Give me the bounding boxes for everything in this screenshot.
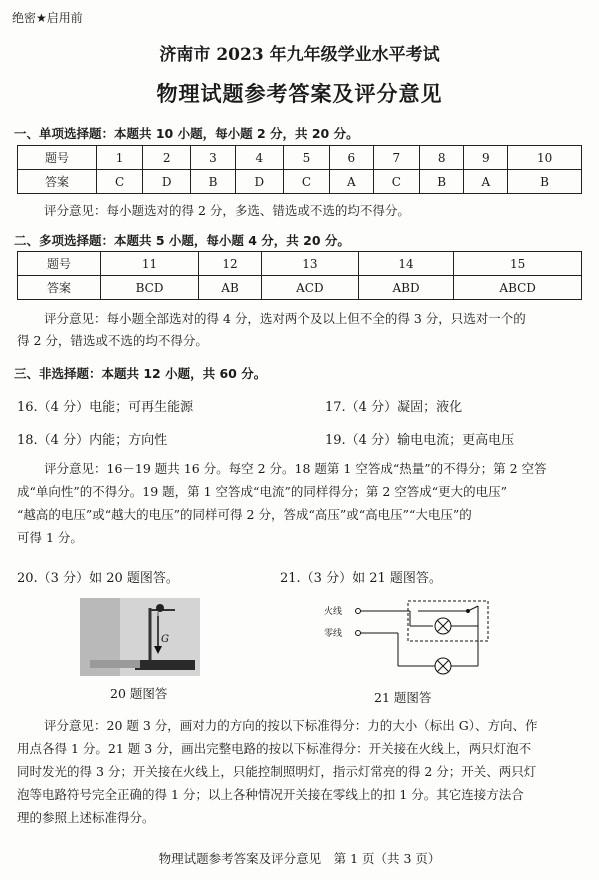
table-cell: ABCD [454, 276, 582, 300]
table-cell: B [419, 170, 464, 194]
table-cell: 5 [283, 146, 329, 170]
table-cell: 9 [464, 146, 508, 170]
scoring-note-16-19-line4: 可得 1 分。 [17, 530, 83, 545]
table-cell: C [97, 170, 143, 194]
table-cell: 12 [199, 252, 262, 276]
table-cell: AB [199, 276, 262, 300]
answer-q20: 20.（3 分）如 20 题图答。 [17, 571, 179, 586]
neutral-wire-label: 零线 [324, 629, 343, 639]
table-cell: ACD [261, 276, 358, 300]
section1-heading: 一、单项选择题：本题共 10 小题，每小题 2 分，共 20 分。 [14, 126, 359, 141]
section1-scoring-note: 评分意见：每小题选对的得 2 分，多选、错选或不选的均不得分。 [44, 203, 410, 218]
table-cell: 8 [419, 146, 464, 170]
figure-21-circuit [318, 596, 498, 686]
table-cell: 答案 [18, 170, 97, 194]
table-cell: 14 [358, 252, 454, 276]
table-cell: C [373, 170, 419, 194]
table-cell: 7 [373, 146, 419, 170]
page-footer: 物理试题参考答案及评分意见 第 1 页（共 3 页） [158, 851, 441, 866]
table-cell: 1 [97, 146, 143, 170]
figure-21-caption: 21 题图答 [374, 690, 432, 705]
scoring-note-20-21-line3: 同时发光的得 3 分；开关接在火线上，只能控制照明灯，指示灯常亮的得 2 分；开关、两只灯 [17, 764, 537, 779]
table-cell: D [235, 170, 283, 194]
table-cell: 2 [143, 146, 191, 170]
live-wire-label: 火线 [324, 607, 343, 617]
confidential-label: 绝密★启用前 [12, 11, 83, 25]
section3-heading: 三、非选择题：本题共 12 小题，共 60 分。 [14, 366, 267, 381]
table-cell: A [464, 170, 508, 194]
answer-q19: 19.（4 分）输电电流；更高电压 [325, 433, 515, 448]
table-cell: D [143, 170, 191, 194]
section1-answer-table [17, 145, 582, 194]
table-cell: 10 [508, 146, 582, 170]
figure-20-caption: 20 题图答 [110, 686, 168, 701]
table-row [18, 252, 582, 276]
table-cell: 15 [454, 252, 582, 276]
scoring-note-16-19-line1: 评分意见：16－19 题共 16 分。每空 2 分。18 题第 1 空答成“热量”的不得分；第 2 空答 [44, 461, 547, 476]
figure-20-photo [80, 598, 200, 676]
table-row [18, 146, 582, 170]
table-cell: 4 [235, 146, 283, 170]
section2-heading: 二、多项选择题：本题共 5 小题，每小题 4 分，共 20 分。 [14, 233, 350, 248]
table-row [18, 170, 582, 194]
table-cell: A [329, 170, 373, 194]
section2-scoring-note-line1: 评分意见：每小题全部选对的得 4 分，选对两个及以上但不全的得 3 分，只选对一个的 [44, 311, 526, 326]
exam-title: 济南市 2023 年九年级学业水平考试 [159, 45, 440, 65]
table-cell: 答案 [18, 276, 101, 300]
scoring-note-16-19-line3: “越高的电压”或“越大的电压”的同样可得 2 分，答成“高压”或“高电压”“大电压”的 [17, 507, 472, 522]
section2-scoring-note-line2: 得 2 分，错选或不选的均不得分。 [17, 333, 208, 348]
table-cell: 6 [329, 146, 373, 170]
section2-answer-table [17, 251, 582, 300]
scoring-note-20-21-line1: 评分意见：20 题 3 分，画对力的方向的按以下标准得分：力的大小（标出 G）、方向、作 [44, 718, 538, 733]
answer-q16: 16.（4 分）电能；可再生能源 [17, 400, 194, 415]
table-cell: B [191, 170, 236, 194]
table-cell: ABD [358, 276, 454, 300]
answer-q17: 17.（4 分）凝固；液化 [325, 400, 463, 415]
table-cell: B [508, 170, 582, 194]
table-cell: 题号 [18, 146, 97, 170]
table-cell: 11 [101, 252, 199, 276]
answer-q18: 18.（4 分）内能；方向性 [17, 433, 168, 448]
scoring-note-16-19-line2: 成“单向性”的不得分。19 题，第 1 空答成“电流”的同样得分；第 2 空答成“更大的电压” [17, 484, 508, 499]
document-title: 物理试题参考答案及评分意见 [156, 81, 443, 106]
table-cell: 3 [191, 146, 236, 170]
table-cell: 题号 [18, 252, 101, 276]
answer-q21: 21.（3 分）如 21 题图答。 [280, 571, 442, 586]
table-cell: C [283, 170, 329, 194]
gravity-label: G [161, 634, 169, 645]
scoring-note-20-21-line2: 用点各得 1 分。21 题 3 分，画出完整电路的按以下标准得分：开关接在火线上，两只灯泡不 [17, 741, 532, 756]
scoring-note-20-21-line4: 泡等电路符号完全正确的得 1 分；以上各种情况开关接在零线上的扣 1 分。其它连接方法合 [17, 787, 524, 802]
table-cell: BCD [101, 276, 199, 300]
table-cell: 13 [261, 252, 358, 276]
scoring-note-20-21-line5: 理的参照上述标准得分。 [17, 810, 155, 825]
table-row [18, 276, 582, 300]
